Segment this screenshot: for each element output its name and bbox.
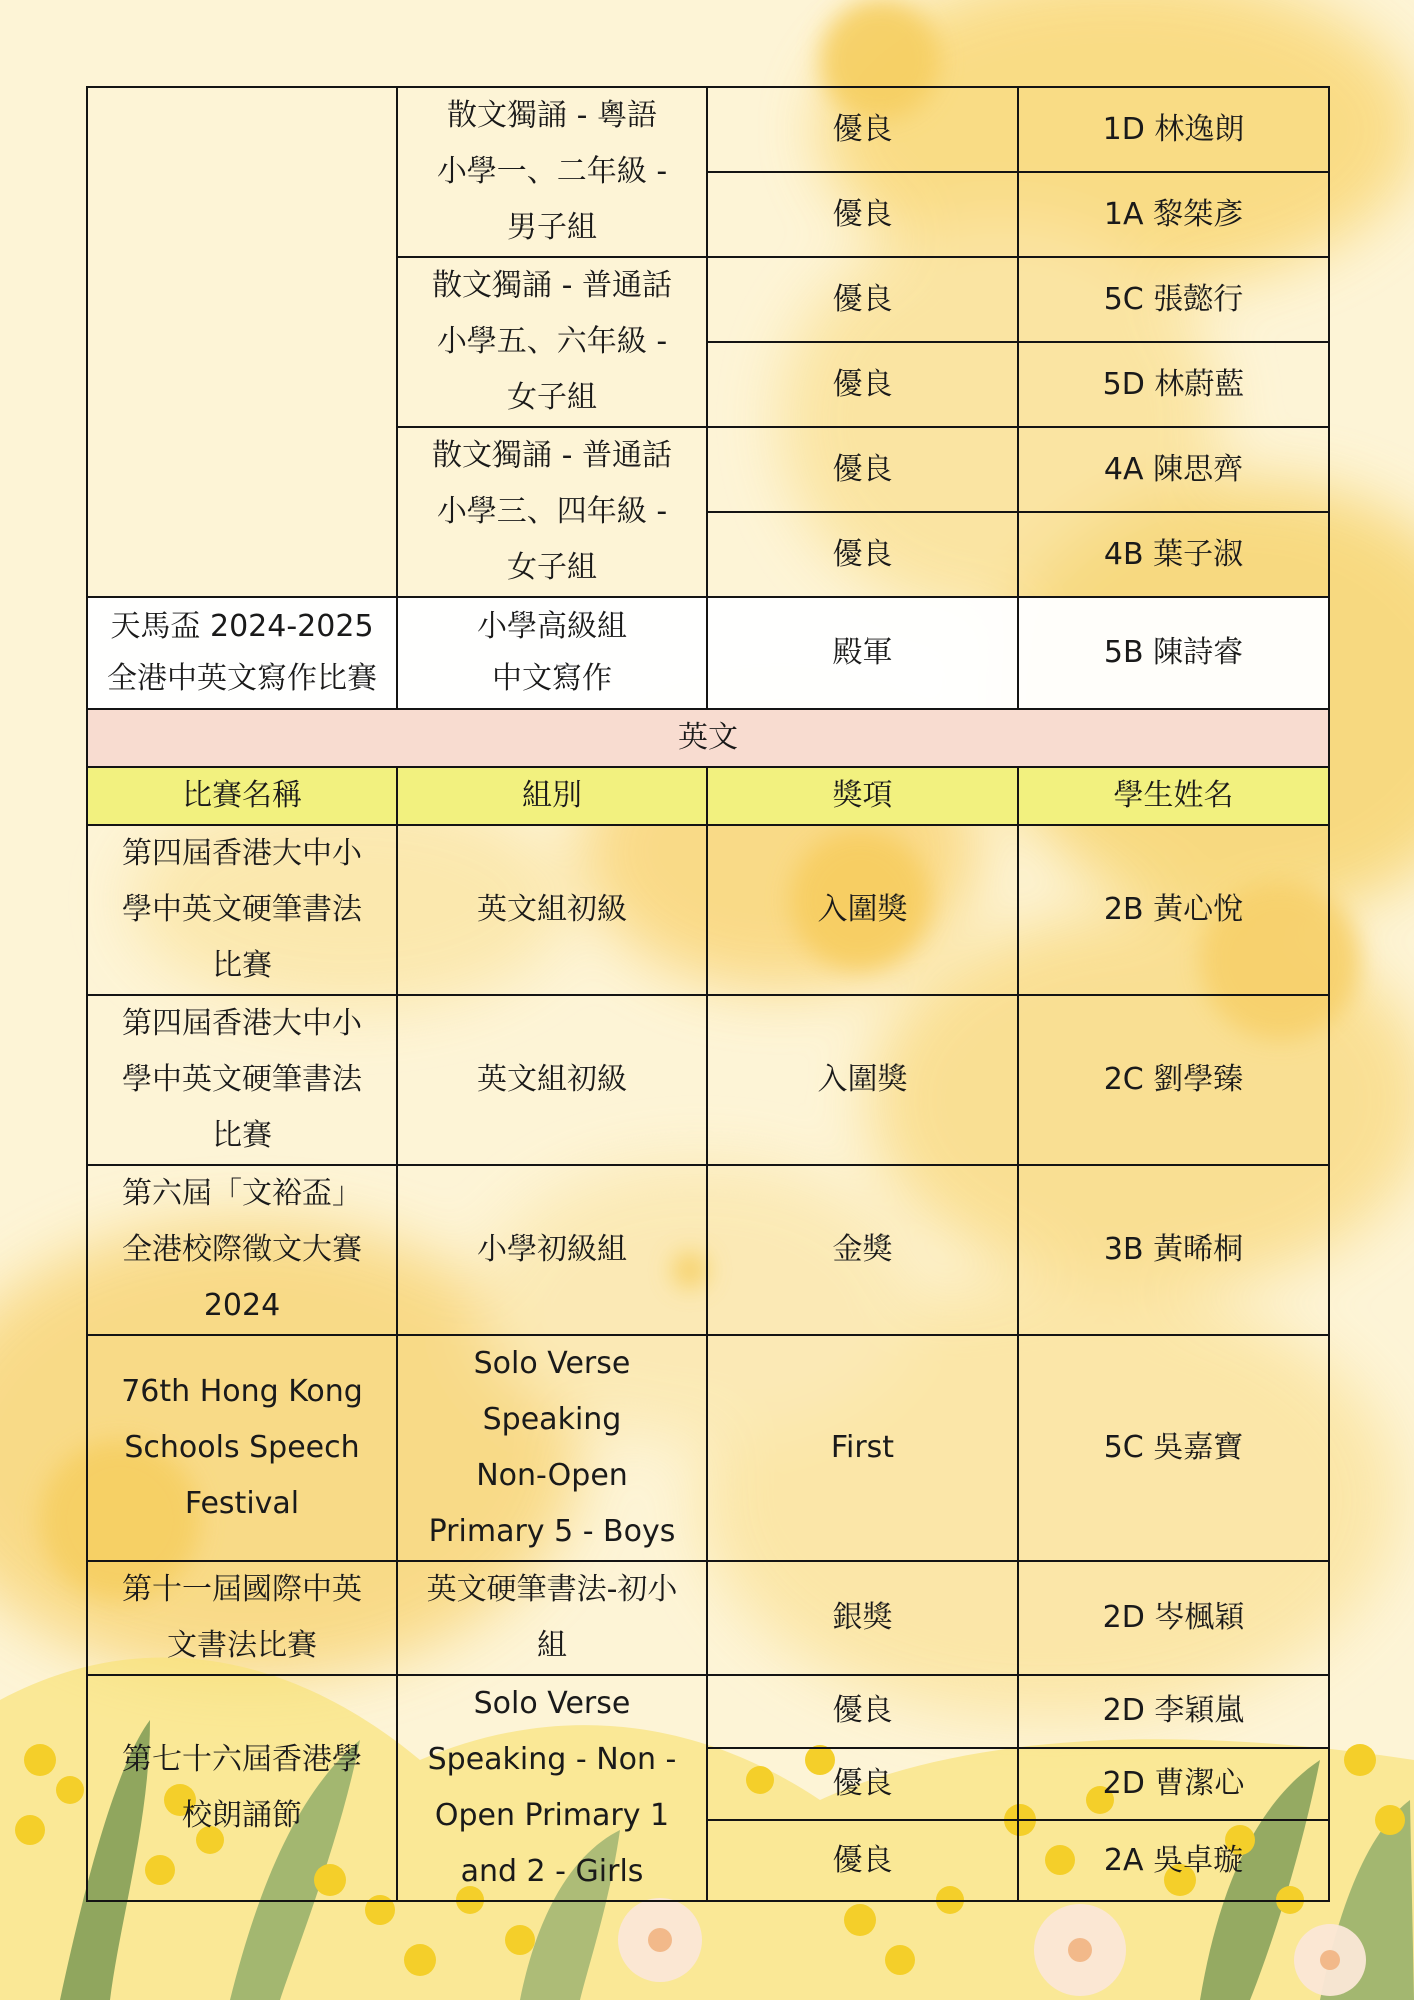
competition-cell: 第六屆「文裕盃」 全港校際徵文大賽 2024 [87,1165,397,1335]
student-cell: 4A 陳思齊 [1018,427,1329,512]
column-header-award: 獎項 [707,767,1018,825]
award-cell: 銀獎 [707,1561,1018,1675]
student-cell: 1A 黎桀彥 [1018,172,1329,257]
table-row [87,1335,1329,1561]
empty-competition-cell [87,87,397,597]
student-cell: 2D 曹潔心 [1018,1748,1329,1821]
award-cell: 優良 [707,87,1018,172]
category-cell: 小學初級組 [397,1165,707,1335]
category-cell: 散文獨誦 - 普通話 小學五、六年級 - 女子組 [397,257,707,427]
student-cell: 5D 林蔚藍 [1018,342,1329,427]
award-cell: 優良 [707,172,1018,257]
competition-cell: 天馬盃 2024-2025 全港中英文寫作比賽 [87,597,397,709]
award-cell: 優良 [707,1675,1018,1748]
category-cell: Solo Verse Speaking Non-Open Primary 5 - Boys [397,1335,707,1561]
table-row [87,995,1329,1165]
award-cell: 優良 [707,257,1018,342]
category-cell: 英文硬筆書法-初小 組 [397,1561,707,1675]
student-cell: 5B 陳詩睿 [1018,597,1329,709]
competition-cell: 第四屆香港大中小 學中英文硬筆書法 比賽 [87,825,397,995]
category-cell: 小學高級組 中文寫作 [397,597,707,709]
award-cell: 入圍獎 [707,825,1018,995]
award-cell: 金獎 [707,1165,1018,1335]
student-cell: 2C 劉學臻 [1018,995,1329,1165]
student-cell: 4B 葉子淑 [1018,512,1329,597]
competition-cell: 第四屆香港大中小 學中英文硬筆書法 比賽 [87,995,397,1165]
award-cell: 優良 [707,1748,1018,1821]
student-cell: 1D 林逸朗 [1018,87,1329,172]
column-header-student: 學生姓名 [1018,767,1329,825]
award-cell: 優良 [707,427,1018,512]
table-row [87,1561,1329,1675]
student-cell: 2A 吳卓璇 [1018,1820,1329,1901]
awards-table [86,86,1330,1902]
award-cell: 優良 [707,1820,1018,1901]
award-cell: First [707,1335,1018,1561]
award-cell: 殿軍 [707,597,1018,709]
table-row [87,825,1329,995]
column-header-competition: 比賽名稱 [87,767,397,825]
student-cell: 3B 黃晞桐 [1018,1165,1329,1335]
category-cell: 英文組初級 [397,995,707,1165]
student-cell: 2D 岑楓穎 [1018,1561,1329,1675]
award-cell: 優良 [707,342,1018,427]
category-cell: 散文獨誦 - 粵語 小學一、二年級 - 男子組 [397,87,707,257]
section-title-english: 英文 [87,709,1329,767]
category-cell: 英文組初級 [397,825,707,995]
category-cell: Solo Verse Speaking - Non - Open Primary 1 and 2 - Girls [397,1675,707,1901]
student-cell: 2D 李穎嵐 [1018,1675,1329,1748]
table-row [87,1165,1329,1335]
student-cell: 5C 張懿行 [1018,257,1329,342]
competition-cell: 76th Hong Kong Schools Speech Festival [87,1335,397,1561]
competition-cell: 第十一屆國際中英 文書法比賽 [87,1561,397,1675]
column-header-category: 組別 [397,767,707,825]
student-cell: 5C 吳嘉寶 [1018,1335,1329,1561]
award-cell: 優良 [707,512,1018,597]
award-cell: 入圍獎 [707,995,1018,1165]
category-cell: 散文獨誦 - 普通話 小學三、四年級 - 女子組 [397,427,707,597]
competition-cell: 第七十六屆香港學 校朗誦節 [87,1675,397,1901]
student-cell: 2B 黃心悅 [1018,825,1329,995]
